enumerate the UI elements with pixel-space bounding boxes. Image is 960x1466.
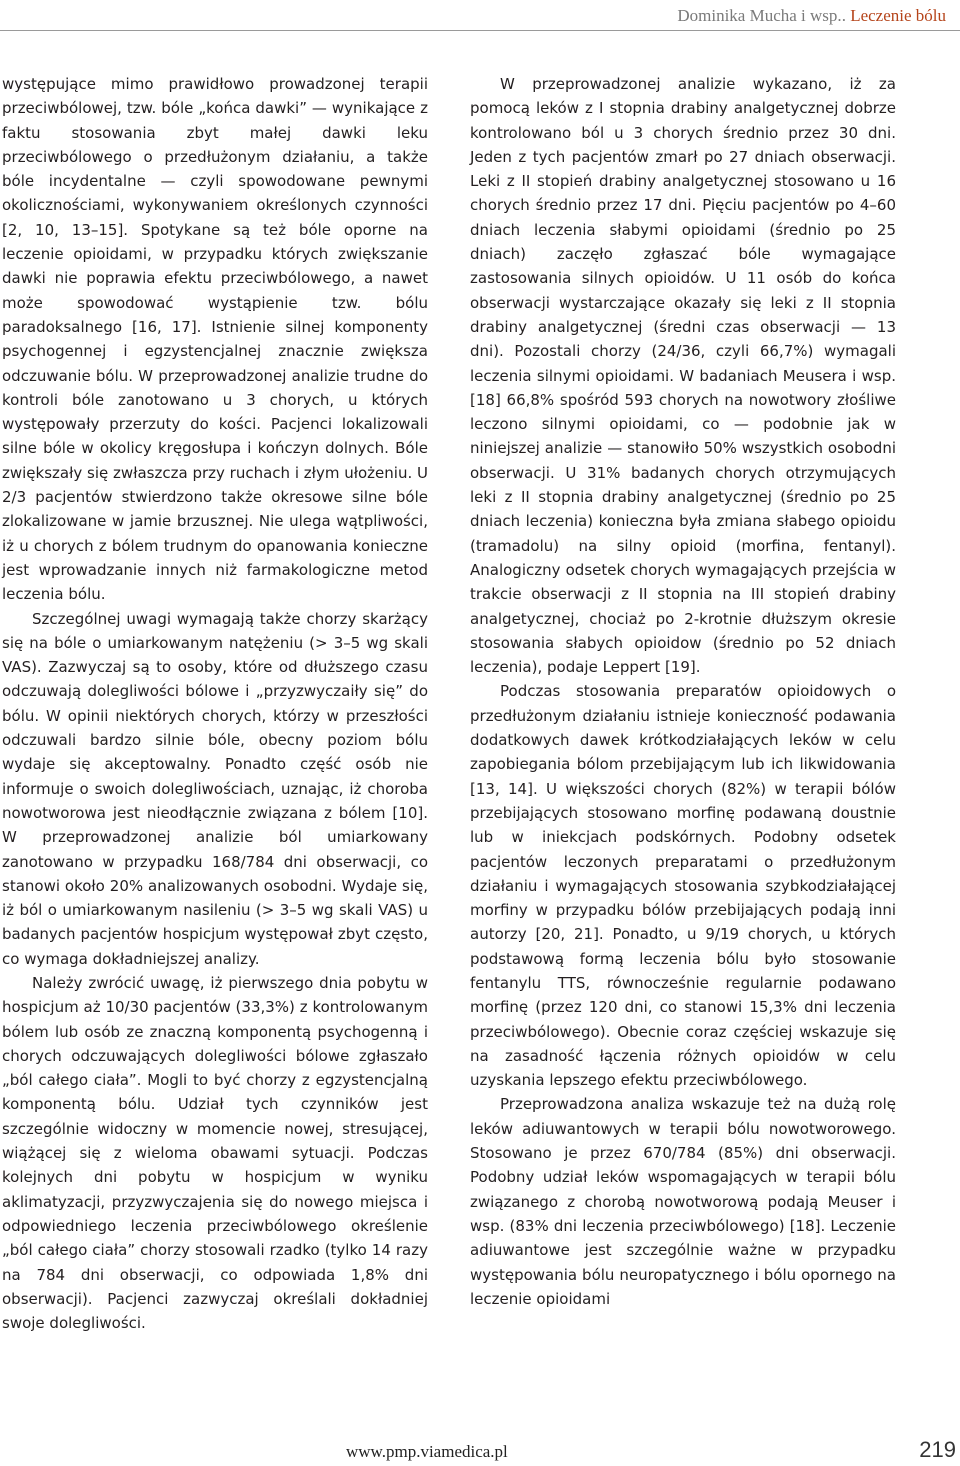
right-column [470,72,896,1311]
left-paragraph-3: Należy zwrócić uwagę, iż pierwszego dnia pobytu w hospicjum aż 10/30 pacjentów (33,3%) z kontrolowanym bólem lub osób ze znaczną komponentą psychogenną i chorych odczuwających dolegliwości bólowe zgłaszało „ból całego ciała”. Mogli to być chorzy z egzystencjalną komponentą bólu. Udział tych czynników jest szczególnie widoczny w momencie nowej, stresującej, wiążącej się z wieloma obawami sytuacji. Podczas kolejnych dni pobytu w hospicjum w wyniku aklimatyzacji, przyzwyczajenia się do nowego miejsca i odpowiedniego leczenia przeciwbólowego określenie „ból całego ciała” chorzy stosowali rzadko (tylko 14 razy na 784 dni obserwacji, co odpowiada 1,8% dni obserwacji). Pacjenci zazwyczaj określali dokładniej swoje dolegliwości. [2,973,428,1333]
right-paragraph-1: W przeprowadzonej analizie wykazano, iż za pomocą leków z I stopnia drabiny analgetycznej dobrze kontrolowano ból u 3 chorych średnio przez 30 dni. Jeden z tych pacjentów zmarł po 27 dniach obserwacji. Leki z II stopień drabiny analgetycznej stosowano u 16 chorych średnio przez 17 dni. Pięciu pacjentów po 4–60 dniach leczenia słabymi opioidami (średnio po 25 dniach) zaczęło zgłaszać bóle wymagające zastosowania silnych opioidów. U 11 osób do końca obserwacji wystarczające okazały się leki z II stopnia drabiny analgetycznej (średni czas obserwacji — 13 dni). Pozostali chorzy (24/36, czyli 66,7%) wymagali leczenia silnymi opioidami. W badaniach Meusera i wsp. [18] 66,8% spośród 593 chorych na nowotwory złośliwe leczono silnymi opioidami, co — podobnie jak w niniejszej analizie — stanowiło 50% wszystkich osobodni obserwacji. U 31% badanych chorych otrzymujących leki z II stopnia drabiny analgetycznej (średnio po 25 dniach leczenia) konieczna była zmiana słabego opioidu (tramadolu) na silny opioid (morfina, fentanyl). Analogiczny odsetek chorych wymagających przejścia w trakcie obserwacji z II stopnia na III stopień drabiny analgetycznej, chociaż po 2-krotnie dłuższym okresie stosowania słabych opioidow (średnio po 52 dniach leczenia), podaje Leppert [19]. [470,75,896,677]
left-column [2,72,428,1335]
header-rule [0,30,960,31]
page-number: 219 [919,1437,956,1462]
left-paragraph-1: występujące mimo prawidłowo prowadzonej terapii przeciwbólowej, tzw. bóle „końca dawki” — wynikające z faktu stosowania zbyt małej dawki leku przeciwbólowego o przedłużonym działaniu, a także bóle incydentalne — czyli spowodowane pewnymi okolicznościami, wykonywaniem określonych czynności [2, 10, 13–15]. Spotykane są też bóle oporne na leczenie opioidami, w przypadku których zwiększanie dawki nie poprawia efektu przeciwbólowego, a nawet może spowodować wystąpienie tzw. bólu paradoksalnego [16, 17]. Istnienie silnej komponenty psychogennej i egzystencjalnej znacznie zwiększa odczuwanie bólu. W przeprowadzonej analizie trudne do kontroli bóle zanotowano u 3 chorych, u których występowały przerzuty do kości. Pacjenci lokalizowali silne bóle w okolicy kręgosłupa i kończyn dolnych. Bóle zwiększały się zwłaszcza przy ruchach i złym ułożeniu. U 2/3 pacjentów stwierdzono także okresowe silne bóle zlokalizowane w jamie brzusznej. Nie ulega wątpliwości, iż u chorych z bólem trudnym do opanowania konieczne jest wprowadzanie innych niż farmakologiczne metod leczenia bólu. [2,75,428,604]
right-paragraph-2: Podczas stosowania preparatów opioidowych o przedłużonym działaniu istnieje konieczność podawania dodatkowych dawek krótkodziałających leków w celu zapobiegania bólom przebijającym lub ich likwidowania [13, 14]. U większości chorych (82%) w terapii bólów przebijających stosowano morfinę podawaną doustnie lub w iniekcjach podskórnych. Podobny odsetek pacjentów leczonych preparatami o przedłużonym działaniu i wymagających stosowania szybkodziałającej morfiny w przypadku bólów przebijających podają inni autorzy [20, 21]. Ponadto, u 9/19 chorych, u których podstawową formą leczenia bólu było stosowanie fentanylu TTS, równocześnie regularnie podawano morfinę (przez 120 dni, co stanowi 15,3% dni leczenia przeciwbólowego). Obecnie coraz częściej wskazuje się na zasadność łączenia różnych opioidów w celu uzyskania lepszego efektu przeciwbólowego. [470,682,896,1090]
left-paragraph-2: Szczególnej uwagi wymagają także chorzy skarżący się na bóle o umiarkowanym natężeniu (> 3–5 wg skali VAS). Zazwyczaj są to osoby, które od dłuższego czasu odczuwają dolegliwości bólowe i „przyzwyczaiły się” do bólu. W opinii niektórych chorych, którzy w przeszłości odczuwali bardzo silnie bóle, obecny poziom bólu wydaje się akceptowalny. Ponadto część osób nie informuje o swoich dolegliwościach, uznając, iż choroba nowotworowa jest nieodłącznie związana z bólem [10]. W przeprowadzonej analizie ból umiarkowany zanotowano w przypadku 168/784 dni obserwacji, co stanowi około 20% analizowanych osobodni. Wydaje się, iż ból o umiarkowanym nasileniu (> 3–5 wg skali VAS) u badanych pacjentów hospicjum występował zbyt często, co wymaga dokładniejszej analizy. [2,609,428,968]
footer-url: www.pmp.viamedica.pl [346,1442,508,1461]
header-authors: Dominika Mucha i wsp. [677,6,842,25]
running-header: Dominika Mucha i wsp.. Leczenie bólu [677,6,946,25]
right-paragraph-3: Przeprowadzona analiza wskazuje też na dużą rolę leków adiuwantowych w terapii bólu nowotworowego. Stosowano je przez 670/784 (85%) dni obserwacji. Podobny udział leków wspomagających w terapii bólu związanego z chorobą nowotworową podają Meuser i wsp. (83% dni leczenia przeciwbólowego) [18]. Leczenie adiuwantowe jest szczególnie ważne w przypadku występowania bólu neuropatycznego i bólu opornego na leczenie opioidami [470,1095,896,1308]
header-topic: Leczenie bólu [850,6,946,25]
